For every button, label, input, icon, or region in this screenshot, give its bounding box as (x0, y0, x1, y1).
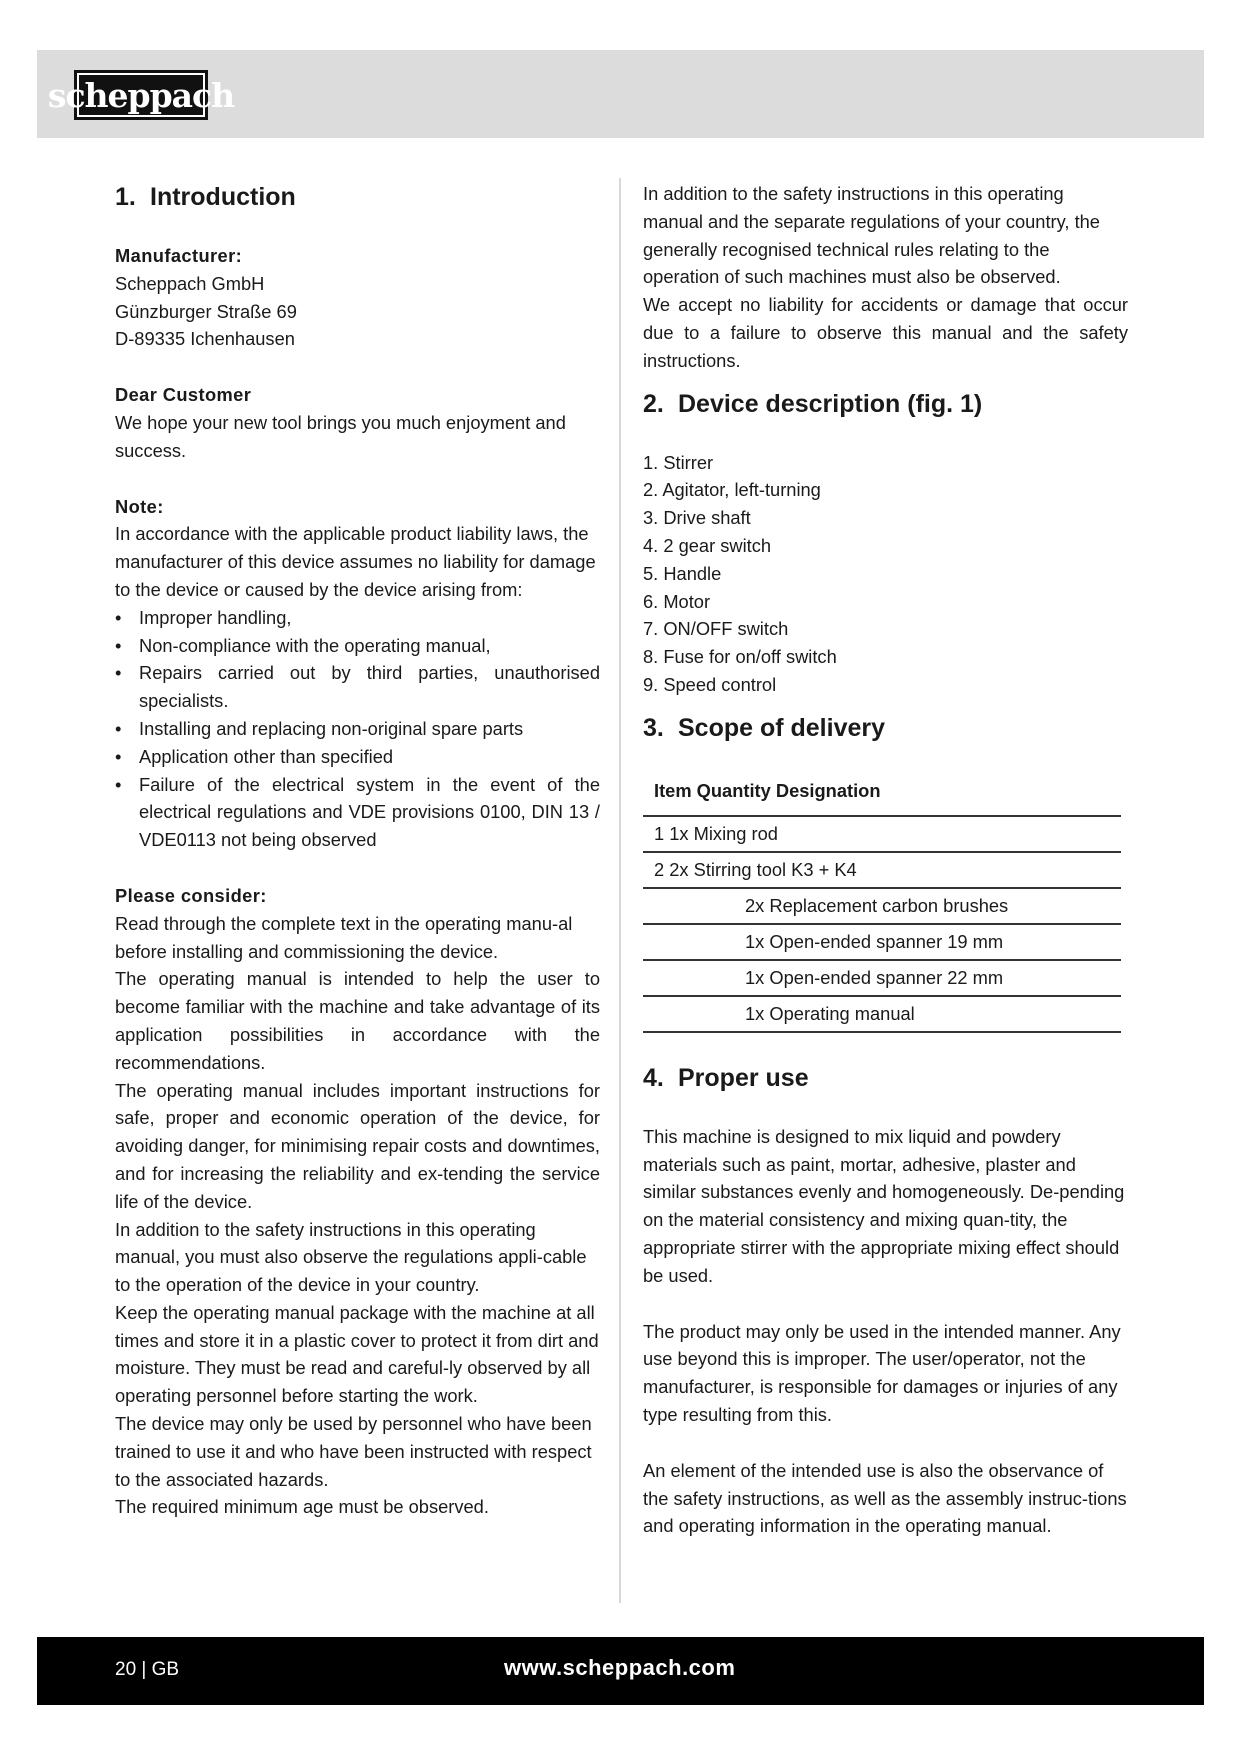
consider-paragraph: The operating manual is intended to help the user to become familiar with the machine and take advantage of its application possibilities in accordance with the recommendations. (115, 968, 600, 1073)
consider-paragraph: Read through the complete text in the operating manu-al before installing and commissioning the device. (115, 912, 573, 962)
device-parts-list (643, 449, 1128, 699)
proper-use-paragraph: The product may only be used in the intended manner. Any use beyond this is improper. The user/operator, not the manufacturer, is responsible for damages or injuries of any type resulting from this. (643, 1320, 1121, 1425)
website-link[interactable]: www.scheppach.com (504, 1655, 736, 1680)
table-row: 1x Open-ended spanner 22 mm (643, 960, 1121, 996)
manufacturer-line: D-89335 Ichenhausen (115, 328, 295, 350)
scope-of-delivery-table (643, 773, 1121, 1033)
list-item: 9. Speed control (643, 673, 777, 695)
note-label: Note: (115, 495, 164, 517)
left-column (115, 180, 600, 1521)
note-text: In accordance with the applicable product liability laws, the manufacturer of this device assumes no liability for damage to the device or caused by the device arising from: (115, 523, 596, 600)
table-row: 2x Replacement carbon brushes (643, 888, 1121, 924)
column-divider (619, 178, 621, 1603)
consider-paragraph: The device may only be used by personnel who have been trained to use it and who have been instructed with respect to the associated hazards. (115, 1413, 592, 1490)
proper-use-paragraph: This machine is designed to mix liquid and powdery materials such as paint, mortar, adhesive, plaster and similar substances evenly and homogeneously. De-pending on the material consistency and mixing quan-tity, the appropriate stirrer with the appropriate mixing effect should be used. (643, 1125, 1125, 1286)
table-header: Item Quantity Designation (643, 773, 1121, 816)
manufacturer-line: Günzburger Straße 69 (115, 300, 297, 322)
list-item: 4. 2 gear switch (643, 534, 772, 556)
right-column (643, 180, 1128, 1540)
table-row: 2 2x Stirring tool K3 + K4 (643, 852, 1121, 888)
scheppach-logo: scheppach (74, 70, 208, 120)
please-consider-label: Please consider: (115, 884, 267, 906)
list-item: • Improper handling, (115, 604, 600, 632)
section-title-scope-of-delivery: 3. Scope of delivery (643, 713, 886, 742)
list-item: 8. Fuse for on/off switch (643, 646, 837, 668)
consider-paragraph: The required minimum age must be observed. (115, 1496, 489, 1518)
table-row: 1 1x Mixing rod (643, 816, 1121, 852)
safety-paragraph: In addition to the safety instructions in this operating manual and the separate regulations of your country, the generally recognised technical rules relating to the operation of such machines must also be observed. (643, 183, 1100, 288)
list-item: 5. Handle (643, 562, 722, 584)
list-item: • Failure of the electrical system in the event of the electrical regulations and VDE provisions 0100, DIN 13 / VDE0113 not being observed (115, 771, 600, 854)
list-item: 3. Drive shaft (643, 507, 751, 529)
list-item: • Repairs carried out by third parties, unauthorised specialists. (115, 659, 600, 715)
proper-use-paragraph: An element of the intended use is also the observance of the safety instructions, as well as the assembly instruc-tions and operating information in the operating manual. (643, 1459, 1127, 1537)
table-row: 1x Open-ended spanner 19 mm (643, 924, 1121, 960)
list-item: 7. ON/OFF switch (643, 618, 789, 640)
list-item: 6. Motor (643, 590, 711, 612)
footer-band (37, 1637, 1204, 1705)
list-item: 1. Stirrer (643, 451, 714, 473)
consider-paragraph: Keep the operating manual package with the machine at all times and store it in a plastic cover to protect it from dirt and moisture. They must be read and careful-ly observed by all operating personnel before starting the work. (115, 1301, 599, 1407)
safety-paragraph: We accept no liability for accidents or damage that occur due to a failure to observe this manual and the safety instructions. (643, 294, 1128, 371)
page-number: 20 | GB (115, 1659, 180, 1680)
dear-customer-text: We hope your new tool brings you much enjoyment and success. (115, 411, 566, 461)
consider-paragraph: In addition to the safety instructions in this operating manual, you must also observe the regulations appli-cable to the operation of the device in your country. (115, 1218, 587, 1296)
note-bullet-list (115, 604, 600, 854)
consider-paragraph: The operating manual includes important instructions for safe, proper and economic operation of the device, for avoiding danger, for minimising repair costs and downtimes, and for increasing the reliability and ex-tending the service life of the device. (115, 1079, 600, 1212)
section-title-introduction: 1. Introduction (115, 183, 296, 211)
section-title-proper-use: 4. Proper use (643, 1063, 809, 1092)
dear-customer-label: Dear Customer (115, 384, 252, 406)
manufacturer-line: Scheppach GmbH (115, 272, 265, 294)
list-item: • Non-compliance with the operating manual, (115, 632, 600, 660)
list-item: • Installing and replacing non-original spare parts (115, 715, 600, 743)
table-row: 1x Operating manual (643, 996, 1121, 1032)
list-item: • Application other than specified (115, 743, 600, 771)
section-title-device-description: 2. Device description (fig. 1) (643, 389, 983, 418)
list-item: 2. Agitator, left-turning (643, 479, 821, 501)
manufacturer-label: Manufacturer: (115, 245, 243, 266)
